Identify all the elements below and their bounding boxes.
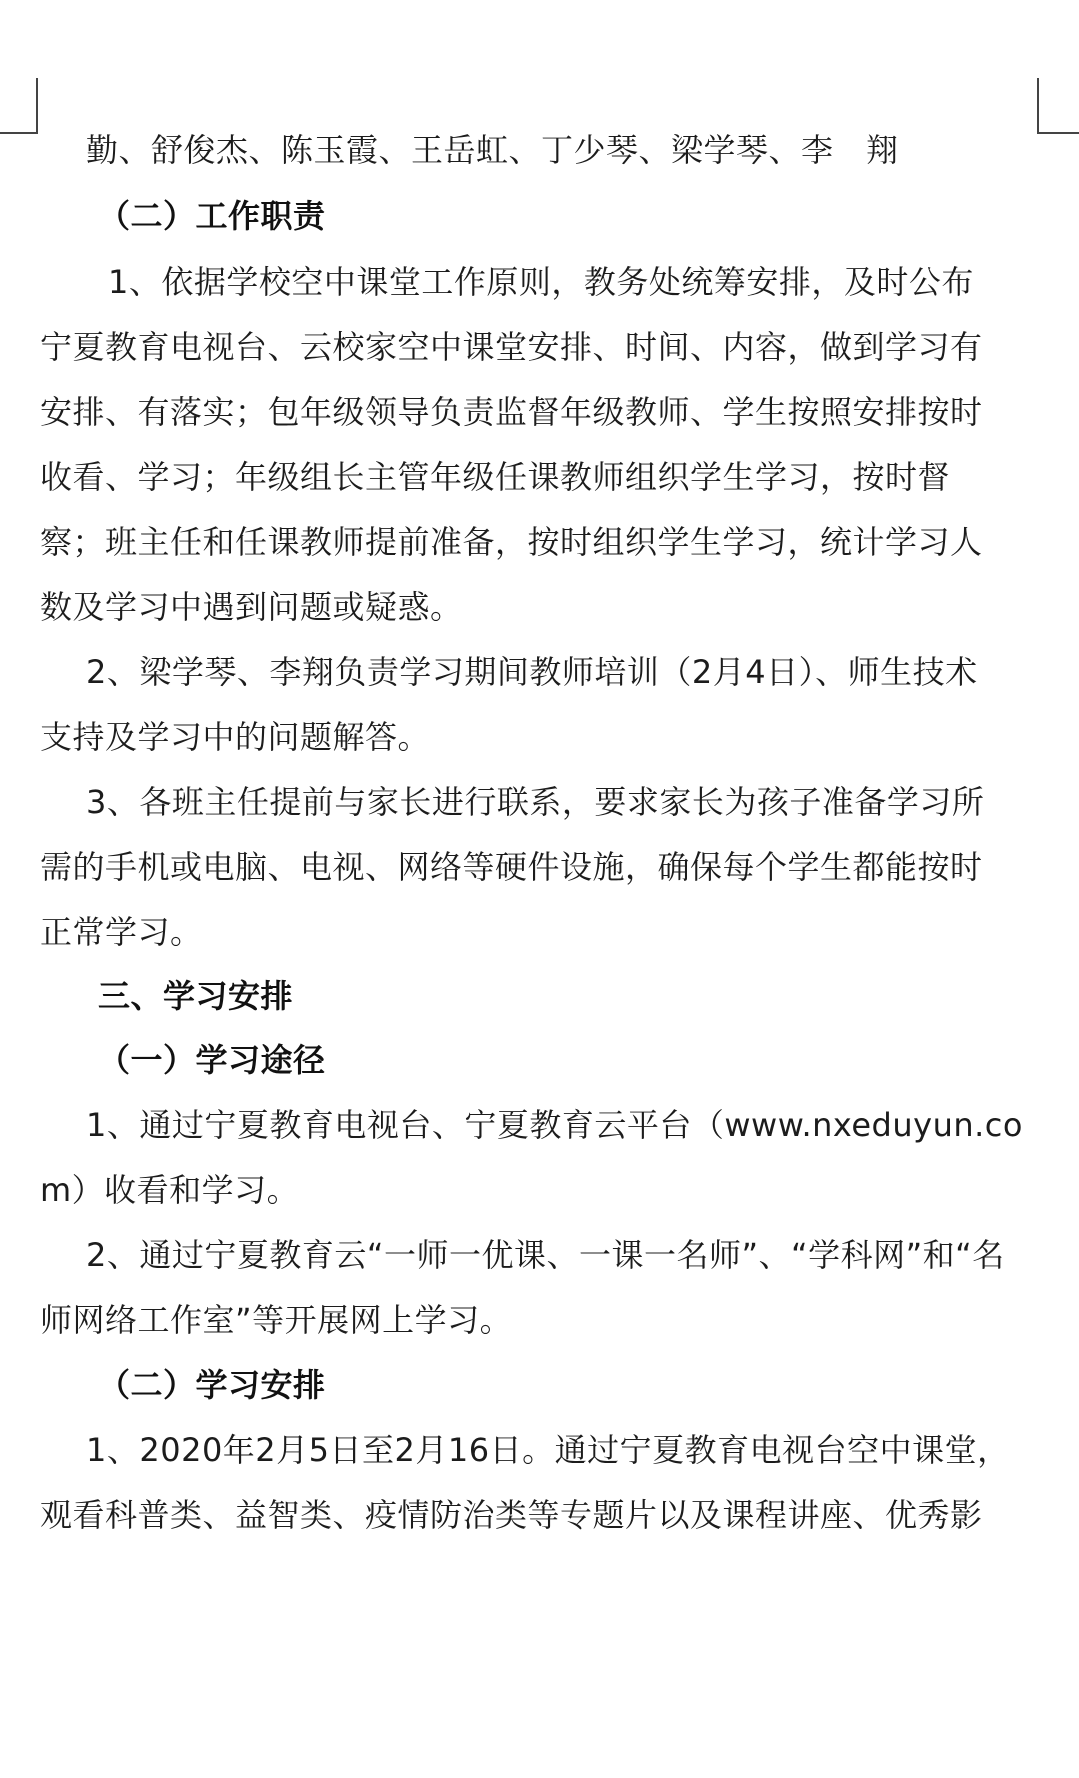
text-line: 师网络工作室”等开展网上学习。 <box>40 1301 513 1339</box>
text-line: 收看、学习；年级组长主管年级任课教师组织学生学习，按时督 <box>40 458 951 496</box>
text-line: 1、通过宁夏教育电视台、宁夏教育云平台（www.nxeduyun.co <box>86 1106 1023 1144</box>
text-line: m）收看和学习。 <box>40 1171 300 1209</box>
text-line: 1、依据学校空中课堂工作原则，教务处统筹安排，及时公布 <box>108 263 974 301</box>
text-line: 2、梁学琴、李翔负责学习期间教师培训（2月4日）、师生技术 <box>86 653 978 691</box>
text-line: 需的手机或电脑、电视、网络等硬件设施，确保每个学生都能按时 <box>40 848 983 886</box>
text-line: 1、2020年2月5日至2月16日。通过宁夏教育电视台空中课堂， <box>86 1431 1010 1469</box>
text-line: 数及学习中遇到问题或疑惑。 <box>40 588 463 626</box>
crop-mark-top-right <box>1037 78 1079 134</box>
section-heading: （一）学习途径 <box>98 1041 326 1079</box>
section-heading: （二）学习安排 <box>98 1366 326 1404</box>
text-line: 3、各班主任提前与家长进行联系，要求家长为孩子准备学习所 <box>86 783 985 821</box>
text-line: 观看科普类、益智类、疫情防治类等专题片以及课程讲座、优秀影 <box>40 1496 983 1534</box>
text-line: 安排、有落实；包年级领导负责监督年级教师、学生按照安排按时 <box>40 393 983 431</box>
section-heading: （二）工作职责 <box>98 197 326 235</box>
text-line: 2、通过宁夏教育云“一师一优课、一课一名师”、“学科网”和“名 <box>86 1236 1005 1274</box>
crop-mark-top-left <box>0 78 38 134</box>
text-line: 勤、舒俊杰、陈玉霞、王岳虹、丁少琴、梁学琴、李 翔 <box>86 131 899 169</box>
text-line: 正常学习。 <box>40 913 203 951</box>
text-line: 察；班主任和任课教师提前准备，按时组织学生学习，统计学习人 <box>40 523 983 561</box>
text-line: 宁夏教育电视台、云校家空中课堂安排、时间、内容，做到学习有 <box>40 328 983 366</box>
section-heading: 三、学习安排 <box>98 977 294 1015</box>
text-line: 支持及学习中的问题解答。 <box>40 718 431 756</box>
